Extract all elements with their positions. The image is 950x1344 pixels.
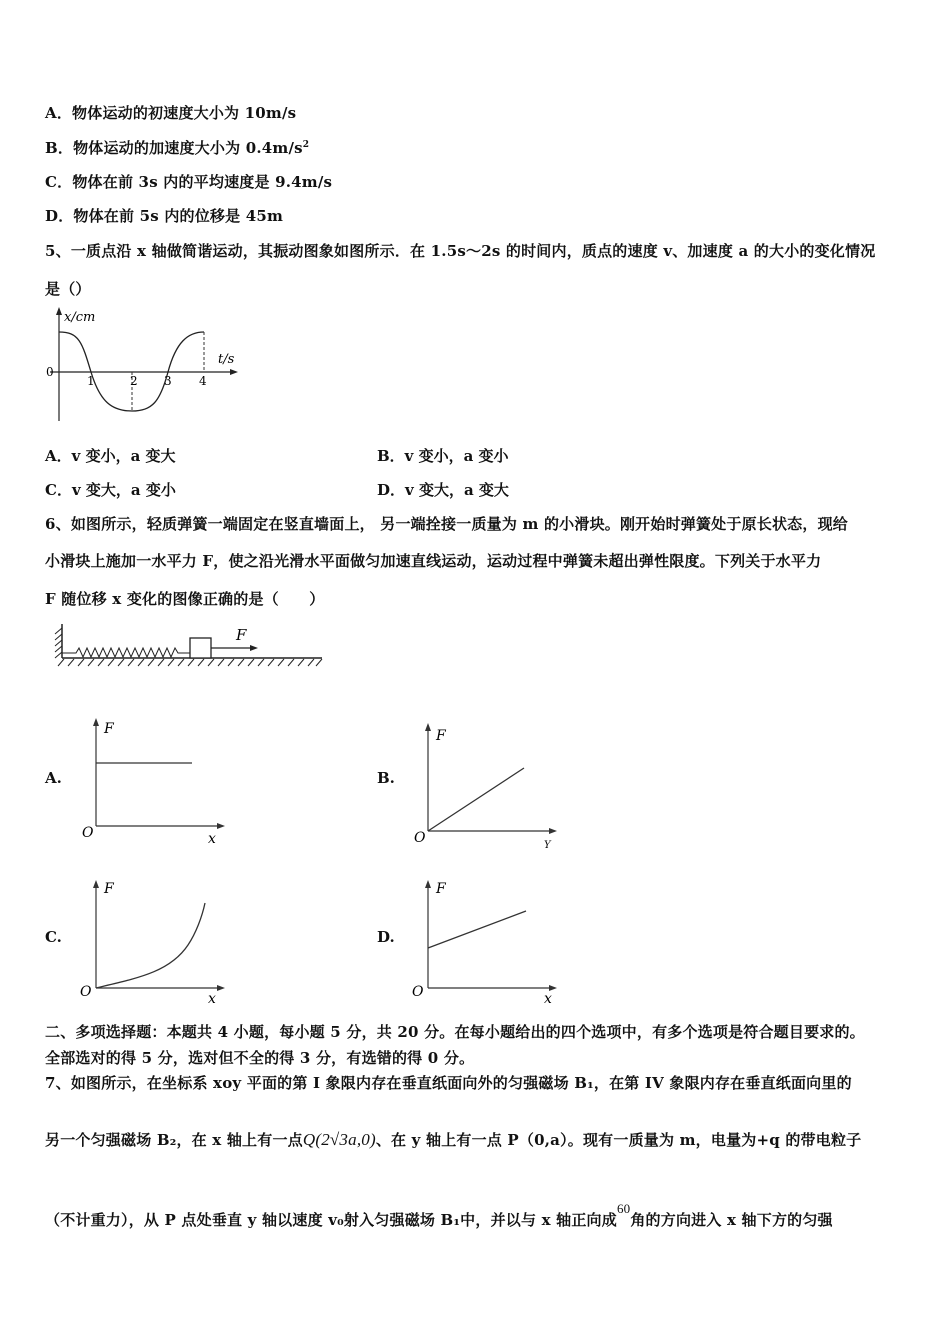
q5-vibration-graph [42, 305, 247, 425]
a-origin: O [82, 825, 94, 841]
c-y-label: F [104, 881, 114, 897]
section2-line2: 全部选对的得 5 分，选对但不全的得 3 分，有选错的得 0 分。 [45, 1049, 475, 1067]
q5-origin: 0 [46, 365, 54, 379]
q5-y-label: x/cm [64, 310, 96, 325]
q5-x-label: t/s [218, 352, 235, 367]
c-y-arrow [93, 880, 99, 888]
q7-line2 [45, 1129, 861, 1150]
q6-option-b-label: B. [377, 769, 395, 787]
q6-wall-hatch [55, 628, 62, 658]
b-x-arrow [549, 828, 557, 834]
q6-block [190, 638, 211, 658]
q5-tick-2: 2 [130, 374, 138, 388]
q6-option-d-graph [410, 875, 560, 1010]
q4-option-c: C．物体在前 3s 内的平均速度是 9.4m/s [45, 173, 333, 191]
q5-option-a: A．v 变小，a 变大 [45, 447, 176, 465]
q4-option-b-text: B．物体运动的加速度大小为 0.4m/s [45, 139, 303, 157]
q6-option-a-graph [78, 713, 228, 853]
c-origin: O [80, 984, 92, 1000]
q4-option-d: D．物体在前 5s 内的位移是 45m [45, 207, 284, 225]
b-origin: O [414, 830, 426, 846]
q5-y-arrow [56, 307, 62, 315]
q6-force-arrowhead [250, 645, 258, 651]
q6-stem-line2: 小滑块上施加一水平力 F，使之沿光滑水平面做匀加速直线运动，运动过程中弹簧未超出弹性限度。下列关于水平力 [45, 552, 822, 570]
c-curve [96, 903, 205, 988]
q5-x-arrow [230, 369, 238, 375]
q7-line3-part-b: 角的方向进入 x 轴下方的匀强 [630, 1211, 833, 1229]
q7-point-q: Q(2√3a,0) [302, 1130, 376, 1149]
q6-option-b-graph [410, 718, 560, 853]
d-x-label: x [544, 991, 552, 1007]
q5-stem-line1: 5、一质点沿 x 轴做简谐运动，其振动图象如图所示．在 1.5s～2s 的时间内，质点的速度 v、加速度 a 的大小的变化情况 [45, 242, 876, 260]
q5-option-d: D．v 变大，a 变大 [377, 481, 509, 499]
b-y-label: F [436, 728, 446, 744]
q6-option-c-label: C. [45, 928, 62, 946]
a-y-arrow [93, 718, 99, 726]
q6-stem-line1: 6、如图所示，轻质弹簧一端固定在竖直墙面上， 另一端拴接一质量为 m 的小滑块。刚开始时弹簧处于原长状态，现给 [45, 515, 848, 533]
d-origin: O [412, 984, 424, 1000]
q5-stem-line2: 是（） [45, 280, 91, 298]
q7-line2-part-a: 另一个匀强磁场 B₂，在 x 轴上有一点 [45, 1131, 303, 1149]
q6-spring [62, 648, 190, 657]
a-x-arrow [217, 823, 225, 829]
q7-line3-part-a: （不计重力），从 P 点处垂直 y 轴以速度 v₀射入匀强磁场 B₁中，并以与 x 轴正向成 [45, 1211, 617, 1229]
q7-line3 [45, 1201, 833, 1230]
q6-floor-hatch [58, 659, 322, 666]
a-y-label: F [104, 721, 114, 737]
q4-option-b-sup: 2 [302, 140, 310, 150]
q5-tick-4: 4 [199, 374, 207, 388]
q7-line2-part-b: 、在 y 轴上有一点 P（0,a）。现有一质量为 m，电量为+q 的带电粒子 [375, 1131, 862, 1149]
q7-angle: 60 [616, 1201, 631, 1216]
b-y-arrow [425, 723, 431, 731]
q6-option-a-label: A. [45, 769, 62, 787]
c-x-arrow [217, 985, 225, 991]
q5-tick-1: 1 [87, 374, 95, 388]
q6-option-c-graph [78, 875, 228, 1010]
b-linear-line [428, 768, 524, 831]
q4-option-a: A．物体运动的初速度大小为 10m/s [45, 104, 297, 122]
q5-option-c: C．v 变大，a 变小 [45, 481, 176, 499]
q6-spring-diagram [50, 620, 330, 672]
c-x-label: x [208, 991, 216, 1007]
section2-line1: 二、多项选择题：本题共 4 小题，每小题 5 分，共 20 分。在每小题给出的四个选项中，有多个选项是符合题目要求的。 [45, 1023, 865, 1041]
q6-option-d-label: D. [377, 928, 395, 946]
q7-line1: 7、如图所示，在坐标系 xoy 平面的第 I 象限内存在垂直纸面向外的匀强磁场 B₁，在第 IV 象限内存在垂直纸面向里的 [45, 1074, 852, 1092]
d-y-arrow [425, 880, 431, 888]
b-x-label: Y [544, 840, 551, 851]
d-y-label: F [436, 881, 446, 897]
q5-tick-3: 3 [164, 374, 172, 388]
q6-stem-line3: F 随位移 x 变化的图像正确的是（ ） [45, 590, 325, 608]
q5-option-b: B．v 变小，a 变小 [377, 447, 509, 465]
q4-option-b [45, 137, 309, 158]
d-offset-line [428, 911, 526, 948]
q6-force-label: F [236, 626, 247, 644]
a-x-label: x [208, 831, 216, 847]
